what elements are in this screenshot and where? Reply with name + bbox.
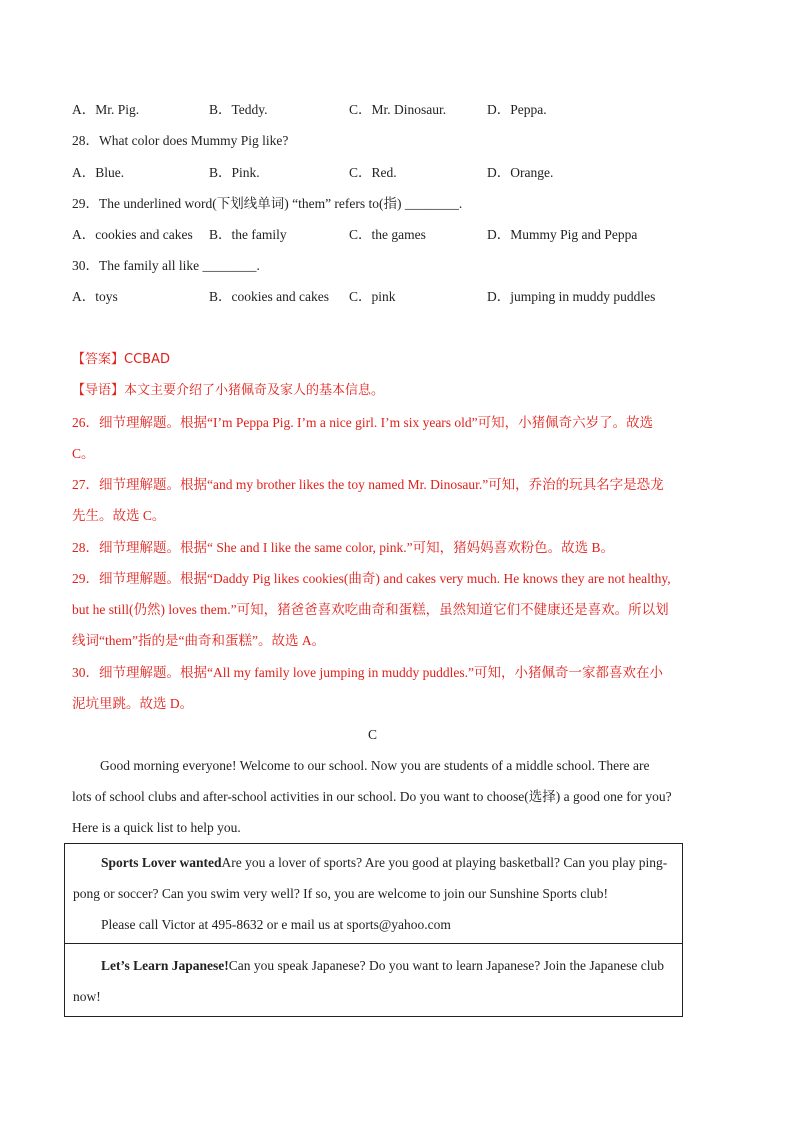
japanese-club-body: Can you speak Japanese? Do you want to learn Japanese? Join the Japanese club now! xyxy=(73,958,664,1004)
passage-intro: Good morning everyone! Welcome to our school. Now you are students of a middle school. There are lots of school clubs and after-school activities in our school. Do you want to choose(选择) a good one for you? Here is a quick list to help you. xyxy=(72,758,672,835)
answer-label: 【答案】CCBAD xyxy=(72,352,170,367)
q30-option-b: B．cookies and cakes xyxy=(209,289,329,304)
japanese-club-title: Let’s Learn Japanese! xyxy=(101,958,229,973)
q29-option-c: C．the games xyxy=(349,227,426,242)
explanation-26: 26．细节理解题。根据“I’m Peppa Pig. I’m a nice girl. I’m six years old”可知，小猪佩奇六岁了。故选C。 xyxy=(72,415,654,461)
sports-club-body: Are you a lover of sports? Are you good at playing basketball? Can you play ping-pong or soccer? Can you swim very well? If so, you are welcome to join our Sunshine Sports club! xyxy=(73,855,668,901)
q28-option-b: B．Pink. xyxy=(209,165,260,180)
sports-club-title: Sports Lover wanted xyxy=(101,855,222,870)
explanation-30: 30．细节理解题。根据“All my family love jumping in muddy puddles.”可知，小猪佩奇一家都喜欢在小泥坑里跳。故选 D。 xyxy=(72,665,663,711)
q30-option-a: A．toys xyxy=(72,289,118,304)
sports-club-section xyxy=(65,844,682,944)
answer-guide: 【导语】本文主要介绍了小猪佩奇及家人的基本信息。 xyxy=(72,383,385,398)
q27-option-c: C．Mr. Dinosaur. xyxy=(349,102,447,117)
q29-option-b: B．the family xyxy=(209,227,287,242)
q27-option-d: D．Peppa. xyxy=(487,102,547,117)
q30-option-d: D．jumping in muddy puddles xyxy=(487,289,656,304)
explanation-29: 29．细节理解题。根据“Daddy Pig likes cookies(曲奇) and cakes very much. He knows they are not healthy, but he still(仍然) loves them.”可知，猪爸爸喜欢吃曲奇和蛋糕，虽然知道它们不健康还是喜欢。所以划线词“them”指的是“曲奇和蛋糕”。故选 A。 xyxy=(72,571,671,648)
japanese-club-text xyxy=(73,950,674,1012)
club-list-box xyxy=(64,843,683,1017)
explanation-28: 28．细节理解题。根据“ She and I like the same color, pink.”可知，猪妈妈喜欢粉色。故选 B。 xyxy=(72,540,615,555)
q28-option-a: A．Blue. xyxy=(72,165,125,180)
q29-option-a: A．cookies and cakes xyxy=(72,227,193,242)
sports-club-contact: Please call Victor at 495-8632 or e mail us at sports@yahoo.com xyxy=(101,917,451,932)
explanation-27: 27．细节理解题。根据“and my brother likes the toy named Mr. Dinosaur.”可知，乔治的玩具名字是恐龙先生。故选 C。 xyxy=(72,477,664,523)
q27-option-b: B．Teddy. xyxy=(209,102,268,117)
q30-stem: 30．The family all like ________. xyxy=(72,258,260,273)
q28-option-d: D．Orange. xyxy=(487,165,554,180)
japanese-club-section xyxy=(65,944,682,1016)
q30-option-c: C．pink xyxy=(349,289,396,304)
passage-letter: C xyxy=(367,727,377,742)
q29-stem: 29．The underlined word(下划线单词) “them” refers to(指) ________. xyxy=(72,196,463,211)
q27-option-a: A．Mr. Pig. xyxy=(72,102,140,117)
q29-option-d: D．Mummy Pig and Peppa xyxy=(487,227,638,242)
sports-club-text xyxy=(73,847,674,909)
q28-option-c: C．Red. xyxy=(349,165,397,180)
q28-stem: 28．What color does Mummy Pig like? xyxy=(72,133,289,148)
